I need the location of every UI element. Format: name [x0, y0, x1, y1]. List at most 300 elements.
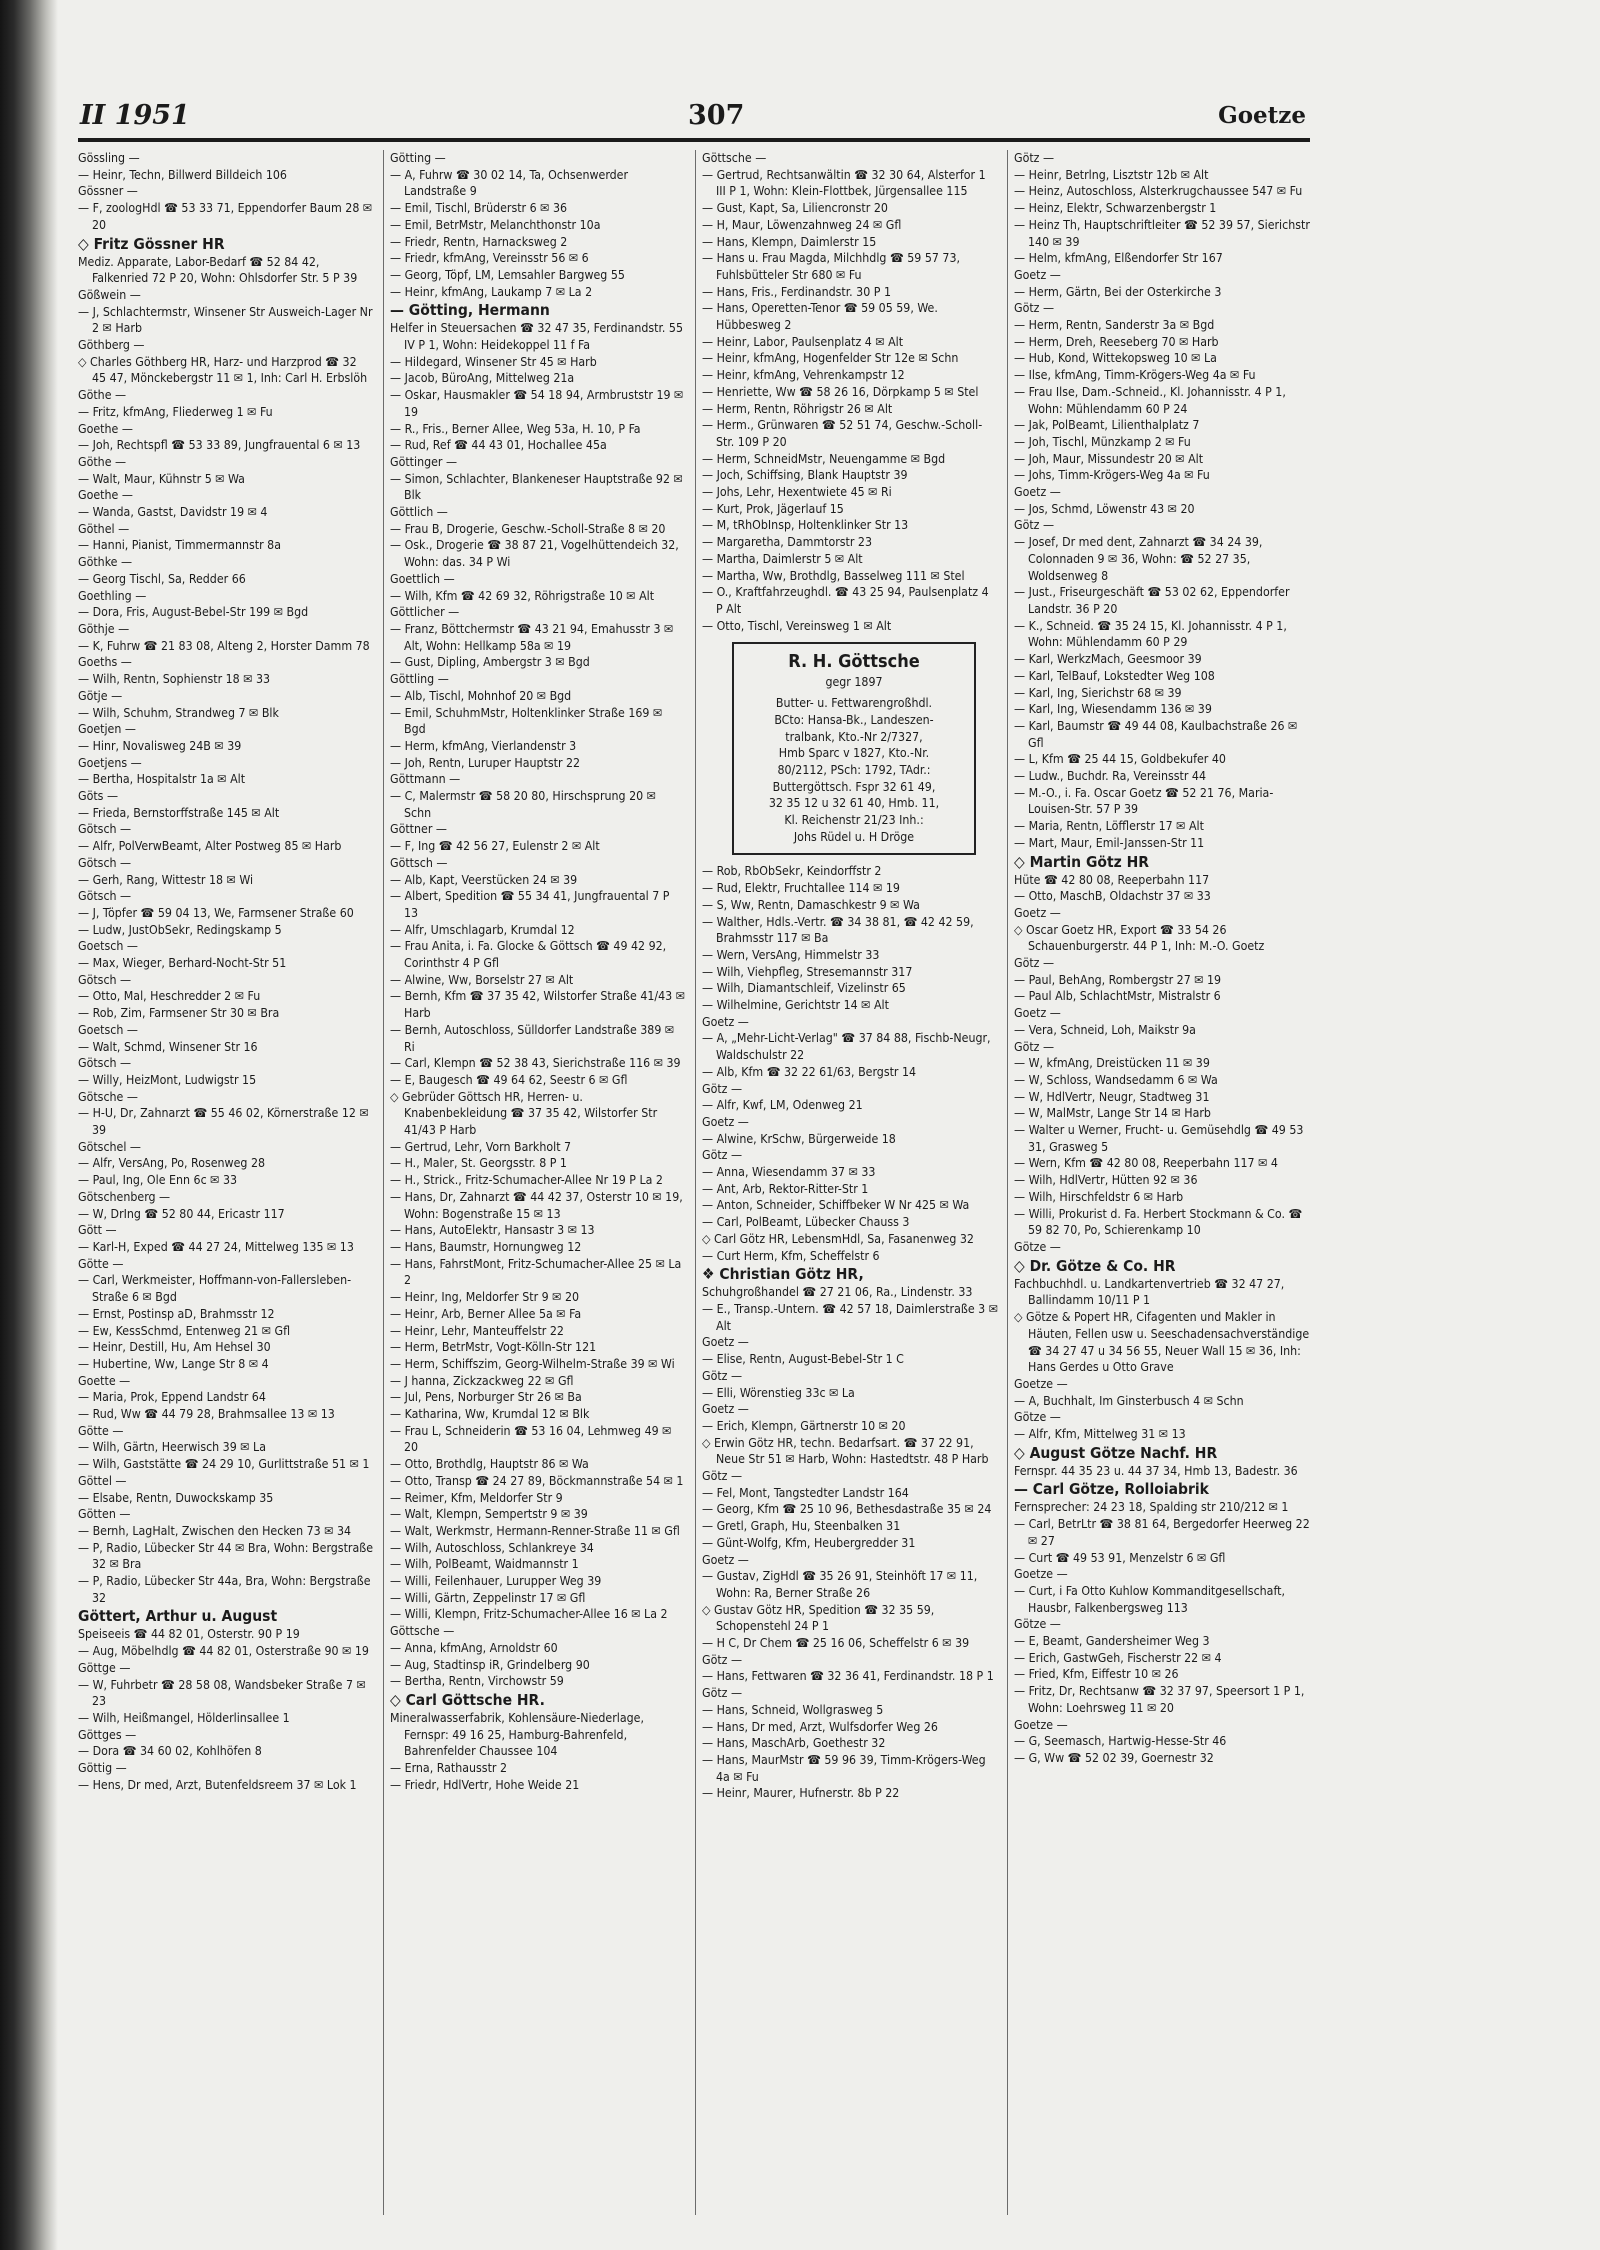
directory-entry: — Wilh, Gärtn, Heerwisch 39 ✉ La — [78, 1440, 266, 1455]
directory-entry: — Heinr, Betrlng, Lisztstr 12b ✉ Alt — [1014, 167, 1209, 182]
directory-entry: Fernsprecher: 24 23 18, Spalding str 210/212 ✉ 1 — [1014, 1500, 1289, 1515]
directory-entry: — Rud, Ww ☎ 44 79 28, Brahmsallee 13 ✉ 13 — [78, 1407, 335, 1422]
surname-heading: Götsch — — [78, 972, 132, 987]
surname-heading: Goetz — — [1014, 905, 1061, 920]
directory-entry: — R., Fris., Berner Allee, Weg 53a, H. 10, P Fa — [390, 421, 641, 436]
directory-entry: — Wilhelmine, Gerichtstr 14 ✉ Alt — [702, 998, 889, 1013]
directory-entry: — Gust, Kapt, Sa, Liliencronstr 20 — [702, 201, 888, 216]
directory-entry: — Dora, Fris, August-Bebel-Str 199 ✉ Bgd — [78, 605, 309, 620]
directory-entry: — Heinr, Arb, Berner Allee 5a ✉ Fa — [390, 1306, 582, 1321]
directory-entry: — K., Schneid. ☎ 35 24 15, Kl. Johannisstr. 4 P 1, Wohn: Mühlendamm 60 P 29 — [1014, 618, 1287, 650]
directory-entry: — Wanda, Gastst, Davidstr 19 ✉ 4 — [78, 505, 268, 520]
directory-entry: — W, DrIng ☎ 52 80 44, Ericastr 117 — [78, 1206, 285, 1221]
surname-heading: Göttinger — — [390, 454, 458, 469]
directory-entry: — Hans, AutoElektr, Hansastr 3 ✉ 13 — [390, 1223, 595, 1238]
directory-entry: — Aug, Stadtinsp iR, Grindelberg 90 — [390, 1657, 590, 1672]
directory-entry: — H, Maur, Löwenzahnweg 24 ✉ Gfl — [702, 217, 902, 232]
surname-heading: Götze — — [1014, 1240, 1061, 1254]
surname-heading: Göthke — — [78, 555, 133, 570]
running-head: Goetze — [1218, 102, 1306, 129]
directory-entry: — Jacob, BüroAng, Mittelweg 21a — [390, 371, 575, 386]
surname-heading: Götz — — [702, 1148, 743, 1163]
directory-entry: — Walt, Schmd, Winsener Str 16 — [78, 1039, 258, 1054]
directory-entry: — Wern, VersAng, Himmelstr 33 — [702, 947, 880, 962]
directory-entry: — Willi, Klempn, Fritz-Schumacher-Allee 16 ✉ La 2 — [390, 1607, 668, 1622]
directory-entry: — Helm, kfmAng, Elßendorfer Str 167 — [1014, 251, 1223, 266]
surname-heading: Götz — — [1014, 301, 1055, 316]
surname-heading: Göttner — — [390, 822, 447, 837]
directory-entry: — Paul, BehAng, Rombergstr 27 ✉ 19 — [1014, 972, 1222, 987]
directory-entry: ◇ Erwin Götz HR, techn. Bedarfsart. ☎ 37 22 91, Neue Str 51 ✉ Harb, Wohn: Hastedtstr. 48 P Harb — [702, 1435, 989, 1467]
surname-heading: Goetsch — — [78, 1022, 138, 1037]
directory-entry: — Anton, Schneider, Schiffbeker W Nr 425 ✉ Wa — [702, 1198, 970, 1213]
surname-heading: Goetjen — — [78, 722, 136, 737]
surname-heading: Goetz — — [702, 1402, 749, 1417]
directory-entry: — Georg Tischl, Sa, Redder 66 — [78, 571, 246, 586]
directory-entry: — Willi, Gärtn, Zeppelinstr 17 ✉ Gfl — [390, 1590, 586, 1605]
directory-entry: — Jul, Pens, Norburger Str 26 ✉ Ba — [390, 1390, 582, 1405]
surname-heading: Goetze — — [1014, 1567, 1068, 1582]
directory-entry: — Hubertine, Ww, Lange Str 8 ✉ 4 — [78, 1356, 269, 1371]
directory-entry: — Friedr, HdlVertr, Hohe Weide 21 — [390, 1777, 580, 1792]
directory-entry: — Hans, Klempn, Daimlerstr 15 — [702, 234, 877, 249]
directory-entry: Fachbuchhdl. u. Landkartenvertrieb ☎ 32 47 27, Ballindamm 10/11 P 1 — [1014, 1276, 1285, 1308]
directory-entry: — Wilh, Kfm ☎ 42 69 32, Röhrigstraße 10 ✉ Alt — [390, 588, 655, 603]
column-divider — [383, 150, 384, 2215]
directory-entry: — E., Transp.-Untern. ☎ 42 57 18, Daimlerstraße 3 ✉ Alt — [702, 1302, 998, 1333]
surname-heading: Götten — — [78, 1507, 131, 1522]
directory-entry: — Emil, BetrMstr, Melanchthonstr 10a — [390, 217, 601, 232]
column-2 — [390, 150, 686, 2215]
directory-entry: — Hans, Fris., Ferdinandstr. 30 P 1 — [702, 284, 891, 299]
directory-entry: — Wilh, Autoschloss, Schlankreye 34 — [390, 1540, 594, 1555]
directory-entry: — Vera, Schneid, Loh, Maikstr 9a — [1014, 1022, 1196, 1037]
directory-entry: — Jak, PolBeamt, Lilienthalplatz 7 — [1014, 418, 1200, 433]
directory-entry: — Gertrud, Lehr, Vorn Barkholt 7 — [390, 1139, 572, 1154]
surname-heading: Götsche — — [78, 1089, 138, 1104]
directory-entry: — Erich, Klempn, Gärtnerstr 10 ✉ 20 — [702, 1418, 906, 1433]
directory-entry: Mineralwasserfabrik, Kohlensäure-Niederlage, Fernspr: 49 16 25, Hamburg-Bahrenfeld, Bahrenfelder Chaussee 104 — [390, 1710, 644, 1759]
directory-entry: — Heinr, Maurer, Hufnerstr. 8b P 22 — [702, 1786, 900, 1801]
surname-heading: Götting — — [390, 151, 446, 165]
directory-entry: — Margaretha, Dammtorstr 23 — [702, 535, 873, 550]
surname-heading: Goetz — — [1014, 485, 1061, 500]
directory-entry: — Heinr, kfmAng, Hogenfelder Str 12e ✉ Schn — [702, 351, 959, 366]
directory-entry: — Hans, Schneid, Wollgrasweg 5 — [702, 1702, 884, 1717]
surname-heading: Göttling — — [390, 672, 449, 687]
directory-entry: — A, Buchhalt, Im Ginsterbusch 4 ✉ Schn — [1014, 1393, 1244, 1408]
directory-entry: — Alwine, KrSchw, Bürgerweide 18 — [702, 1131, 896, 1146]
directory-entry: — Carl, PolBeamt, Lübecker Chauss 3 — [702, 1215, 910, 1230]
directory-entry: — E, Baugesch ☎ 49 64 62, Seestr 6 ✉ Gfl — [390, 1072, 628, 1087]
directory-entry: — Hens, Dr med, Arzt, Butenfeldsreem 37 ✉ Lok 1 — [78, 1777, 357, 1792]
directory-entry: — Hans, Fettwaren ☎ 32 36 41, Ferdinandstr. 18 P 1 — [702, 1669, 994, 1684]
directory-entry: — Carl, BetrLtr ☎ 38 81 64, Bergedorfer Heerweg 22 ✉ 27 — [1014, 1517, 1310, 1548]
directory-entry: — Otto, Mal, Heschredder 2 ✉ Fu — [78, 989, 261, 1004]
directory-entry: — Carl, Klempn ☎ 52 38 43, Sierichstraße 116 ✉ 39 — [390, 1056, 681, 1071]
surname-heading: Goetze — — [1014, 1717, 1068, 1732]
directory-entry: — Bernh, LagHalt, Zwischen den Hecken 73 ✉ 34 — [78, 1523, 352, 1538]
directory-entry: — Carl Götze, Rolloiabrik — [1014, 1480, 1209, 1499]
directory-entry: — Ew, KessSchmd, Entenweg 21 ✉ Gfl — [78, 1323, 291, 1338]
surname-heading: Götze — — [1014, 1410, 1061, 1425]
directory-entry: — Karl, Ing, Sierichstr 68 ✉ 39 — [1014, 685, 1182, 700]
directory-entry: — Herm, BetrMstr, Vogt-Kölln-Str 121 — [390, 1340, 597, 1355]
directory-entry: — Rud, Ref ☎ 44 43 01, Hochallee 45a — [390, 438, 607, 453]
directory-entry: — Hans, Dr, Zahnarzt ☎ 44 42 37, Osterstr 10 ✉ 19, Wohn: Bogenstraße 15 ✉ 13 — [390, 1189, 683, 1221]
header-rule — [78, 138, 1310, 142]
directory-entry: — Joch, Schiffsing, Blank Hauptstr 39 — [702, 468, 908, 483]
directory-entry: — Max, Wieger, Berhard-Nocht-Str 51 — [78, 956, 287, 971]
directory-entry: — Frieda, Bernstorffstraße 145 ✉ Alt — [78, 805, 280, 820]
directory-entry: ◇ Carl Götz HR, LebensmHdl, Sa, Fasanenweg 32 — [702, 1231, 974, 1246]
directory-entry: — Heinz, Autoschloss, Alsterkrugchaussee 547 ✉ Fu — [1014, 184, 1303, 199]
directory-entry: — H., Maler, St. Georgsstr. 8 P 1 — [390, 1156, 567, 1171]
surname-heading: Göttsche — — [702, 151, 767, 165]
directory-entry: — Hub, Kond, Wittekopsweg 10 ✉ La — [1014, 351, 1217, 366]
directory-entry: — Karl, Baumstr ☎ 49 44 08, Kaulbachstraße 26 ✉ Gfl — [1014, 718, 1298, 750]
directory-entry: — Friedr, Rentn, Harnacksweg 2 — [390, 234, 568, 249]
directory-entry: Schuhgroßhandel ☎ 27 21 06, Ra., Lindenstr. 33 — [702, 1285, 973, 1300]
directory-entry: — Maria, Prok, Eppend Landstr 64 — [78, 1390, 266, 1405]
directory-entry: — Gerh, Rang, Wittestr 18 ✉ Wi — [78, 872, 254, 887]
directory-entry: Mediz. Apparate, Labor-Bedarf ☎ 52 84 42, Falkenried 72 P 20, Wohn: Ohlsdorfer Str. 5 P 39 — [78, 254, 358, 286]
surname-heading: Götz — — [1014, 956, 1055, 971]
surname-heading: Goetze — — [1014, 1376, 1068, 1391]
surname-heading: Göthe — — [78, 454, 127, 469]
directory-entry: — Walt, Maur, Kühnstr 5 ✉ Wa — [78, 471, 245, 486]
surname-heading: Göts — — [78, 789, 119, 804]
directory-entry: — W, Fuhrbetr ☎ 28 58 08, Wandsbeker Straße 7 ✉ 23 — [78, 1677, 366, 1709]
directory-entry: — Oskar, Hausmakler ☎ 54 18 94, Armbruststr 19 ✉ 19 — [390, 388, 684, 419]
directory-entry: — Ilse, kfmAng, Timm-Krögers-Weg 4a ✉ Fu — [1014, 368, 1256, 383]
directory-entry: — Alb, Kapt, Veerstücken 24 ✉ 39 — [390, 872, 578, 887]
directory-entry: — Joh, Tischl, Münzkamp 2 ✉ Fu — [1014, 434, 1191, 449]
directory-entry: — Georg, Kfm ☎ 25 10 96, Bethesdastraße 35 ✉ 24 — [702, 1502, 992, 1517]
surname-heading: Goette — — [78, 1373, 131, 1388]
surname-heading: Goethling — — [78, 588, 147, 603]
directory-entry: — Gertrud, Rechtsanwältin ☎ 32 30 64, Alsterfor 1 III P 1, Wohn: Klein-Flottbek, Jürgensallee 115 — [702, 167, 986, 199]
surname-heading: Goetz — — [702, 1114, 749, 1129]
directory-entry: — Erich, GastwGeh, Fischerstr 22 ✉ 4 — [1014, 1650, 1222, 1665]
surname-heading: Goetz — — [702, 1552, 749, 1567]
directory-entry: — Henriette, Ww ☎ 58 26 16, Dörpkamp 5 ✉ Stel — [702, 384, 979, 399]
directory-entry: — Hanni, Pianist, Timmermannstr 8a — [78, 538, 281, 553]
ad-line: tralbank, Kto.-Nr 2/7327, — [785, 729, 923, 744]
directory-entry: — W, kfmAng, Dreistücken 11 ✉ 39 — [1014, 1056, 1210, 1071]
surname-heading: Göttlich — — [390, 505, 448, 520]
directory-entry: — J, Töpfer ☎ 59 04 13, We, Farmsener Straße 60 — [78, 905, 354, 920]
directory-entry: — Bernh, Kfm ☎ 37 35 42, Wilstorfer Straße 41/43 ✉ Harb — [390, 989, 685, 1021]
directory-entry: — Bernh, Autoschloss, Sülldorfer Landstraße 389 ✉ Ri — [390, 1022, 675, 1054]
directory-entry: — Heinr, Ing, Meldorfer Str 9 ✉ 20 — [390, 1290, 580, 1305]
directory-entry: — Alwine, Ww, Borselstr 27 ✉ Alt — [390, 972, 574, 987]
directory-entry: — Rob, RbObSekr, Keindorffstr 2 — [702, 864, 882, 879]
directory-entry: — F, zoologHdl ☎ 53 33 71, Eppendorfer Baum 28 ✉ 20 — [78, 201, 373, 232]
directory-entry: — Emil, Tischl, Brüderstr 6 ✉ 36 — [390, 201, 568, 216]
directory-entry: — Aug, Möbelhdlg ☎ 44 82 01, Osterstraße 90 ✉ 19 — [78, 1644, 369, 1659]
directory-entry: — Hans, MaurMstr ☎ 59 96 39, Timm-Krögers-Weg 4a ✉ Fu — [702, 1752, 986, 1784]
directory-entry: — Wilh, Heißmangel, Hölderlinsallee 1 — [78, 1710, 290, 1725]
directory-entry: — Wilh, PolBeamt, Waidmannstr 1 — [390, 1557, 579, 1572]
directory-page — [78, 100, 1310, 2215]
column-divider — [1007, 150, 1008, 2215]
directory-entry: — Willi, Feilenhauer, Lurupper Weg 39 — [390, 1574, 602, 1589]
surname-heading: Goettlich — — [390, 571, 455, 586]
directory-entry: — K, Fuhrw ☎ 21 83 08, Alteng 2, Horster Damm 78 — [78, 638, 370, 653]
page-header — [78, 100, 1310, 140]
directory-entry: — Karl, Ing, Wiesendamm 136 ✉ 39 — [1014, 702, 1212, 717]
directory-entry: — Heinr, Labor, Paulsenplatz 4 ✉ Alt — [702, 334, 904, 349]
directory-entry: — Fritz, kfmAng, Fliederweg 1 ✉ Fu — [78, 404, 273, 419]
directory-entry: Speiseeis ☎ 44 82 01, Osterstr. 90 P 19 — [78, 1627, 300, 1642]
directory-entry: — Alfr, Kwf, LM, Odenweg 21 — [702, 1098, 863, 1113]
surname-heading: Götschel — — [78, 1139, 141, 1154]
directory-entry: — Herm, Rentn, Röhrigstr 26 ✉ Alt — [702, 401, 893, 416]
directory-entry: — Hans u. Frau Magda, Milchhdlg ☎ 59 57 73, Fuhlsbütteler Str 680 ✉ Fu — [702, 251, 961, 282]
ad-line: Butter- u. Fettwarengroßhdl. — [775, 696, 933, 711]
directory-entry: — Alfr, VersAng, Po, Rosenweg 28 — [78, 1156, 266, 1171]
directory-entry: ◇ Gustav Götz HR, Spedition ☎ 32 35 59, Schopenstehl 24 P 1 — [702, 1602, 935, 1634]
page-number: 307 — [688, 100, 745, 131]
directory-entry: — Herm, Gärtn, Bei der Osterkirche 3 — [1014, 284, 1222, 299]
surname-heading: Götsch — — [78, 1056, 132, 1071]
directory-entry: ◇ Fritz Gössner HR — [78, 234, 225, 253]
directory-entry: — Herm, Dreh, Reeseberg 70 ✉ Harb — [1014, 334, 1219, 349]
directory-entry: — Curt ☎ 49 53 91, Menzelstr 6 ✉ Gfl — [1014, 1550, 1226, 1565]
directory-entry: — Hinr, Novalisweg 24B ✉ 39 — [78, 738, 242, 753]
directory-entry: — Franz, Böttchermstr ☎ 43 21 94, Emahusstr 3 ✉ Alt, Wohn: Hellkamp 58a ✉ 19 — [390, 621, 674, 653]
surname-heading: Götsch — — [78, 889, 132, 904]
directory-entry: — Hans, Dr med, Arzt, Wulfsdorfer Weg 26 — [702, 1719, 938, 1734]
directory-entry: ◇ Gebrüder Göttsch HR, Herren- u. Knabenbekleidung ☎ 37 35 42, Wilstorfer Str 41/43 P Harb — [390, 1089, 658, 1138]
directory-entry: — Heinr, Destill, Hu, Am Hehsel 30 — [78, 1340, 271, 1355]
directory-entry: — Curt, i Fa Otto Kuhlow Kommanditgesellschaft, Hausbr, Falkenbergsweg 113 — [1014, 1583, 1285, 1615]
directory-entry: — Walther, Hdls.-Vertr. ☎ 34 38 81, ☎ 42 42 59, Brahmsstr 117 ✉ Ba — [702, 914, 974, 946]
surname-heading: Goetz — — [702, 1335, 749, 1350]
column-4 — [1014, 150, 1310, 2215]
directory-entry: — Heinr, Lehr, Manteuffelstr 22 — [390, 1323, 564, 1338]
directory-entry: — Martha, Ww, Brothdlg, Basselweg 111 ✉ Stel — [702, 568, 965, 583]
directory-entry: — Ludw, JustObSekr, Redingskamp 5 — [78, 922, 282, 937]
directory-entry: — W, HdlVertr, Neugr, Stadtweg 31 — [1014, 1089, 1210, 1104]
directory-entry: — Joh, Maur, Missundestr 20 ✉ Alt — [1014, 451, 1204, 466]
directory-entry: — Herm, Rentn, Sanderstr 3a ✉ Bgd — [1014, 318, 1215, 333]
surname-heading: Göttge — — [78, 1660, 131, 1675]
entry-columns — [78, 150, 1310, 2215]
directory-entry: — Frau Ilse, Dam.-Schneid., Kl. Johannisstr. 4 P 1, Wohn: Mühlendamm 60 P 24 — [1014, 384, 1286, 416]
directory-entry: Helfer in Steuersachen ☎ 32 47 35, Ferdinandstr. 55 IV P 1, Wohn: Heidekoppel 11 f Fa — [390, 321, 684, 353]
directory-entry: — Elli, Wörenstieg 33c ✉ La — [702, 1385, 855, 1400]
directory-entry: — Fel, Mont, Tangstedter Landstr 164 — [702, 1485, 909, 1500]
directory-entry: — Paul, Ing, Ole Enn 6c ✉ 33 — [78, 1173, 238, 1188]
directory-entry: — Gustav, ZigHdl ☎ 35 26 91, Steinhöft 17 ✉ 11, Wohn: Ra, Berner Straße 26 — [702, 1569, 978, 1600]
surname-heading: Goetjens — — [78, 755, 142, 770]
surname-heading: Götsch — — [78, 855, 132, 870]
directory-entry: — Frau Anita, i. Fa. Glocke & Göttsch ☎ 49 42 92, Corinthstr 4 P Gfl — [390, 939, 667, 971]
directory-entry: — Katharina, Ww, Krumdal 12 ✉ Blk — [390, 1407, 590, 1422]
surname-heading: Gößwein — — [78, 287, 141, 302]
directory-entry: — Heinr, kfmAng, Laukamp 7 ✉ La 2 — [390, 284, 593, 299]
directory-entry: — Kurt, Prok, Jägerlauf 15 — [702, 501, 844, 516]
directory-entry: — Gretl, Graph, Hu, Steenbalken 31 — [702, 1519, 901, 1534]
directory-entry: — Johs, Lehr, Hexentwiete 45 ✉ Ri — [702, 485, 892, 500]
directory-entry: — Fried, Kfm, Eiffestr 10 ✉ 26 — [1014, 1667, 1179, 1682]
directory-entry: — Wilh, Gaststätte ☎ 24 29 10, Gurlittstraße 51 ✉ 1 — [78, 1457, 370, 1472]
directory-entry: — Reimer, Kfm, Meldorfer Str 9 — [390, 1490, 563, 1505]
ad-line: Kl. Reichenstr 21/23 Inh.: — [784, 813, 924, 828]
directory-entry: — Hans, Operetten-Tenor ☎ 59 05 59, We. Hübbesweg 2 — [702, 301, 938, 333]
directory-entry: — Josef, Dr med dent, Zahnarzt ☎ 34 24 39, Colonnaden 9 ✉ 36, Wohn: ☎ 52 27 35, Woldsenweg 8 — [1014, 535, 1263, 583]
directory-entry: — Hans, Baumstr, Hornungweg 12 — [390, 1240, 582, 1254]
directory-entry: — Wilh, Hirschfeldstr 6 ✉ Harb — [1014, 1189, 1184, 1204]
directory-entry: — Hildegard, Winsener Str 45 ✉ Harb — [390, 354, 597, 369]
directory-entry: ◇ Carl Göttsche HR. — [390, 1690, 545, 1709]
directory-entry: ◇ Dr. Götze & Co. HR — [1014, 1256, 1176, 1275]
directory-entry: — Martha, Daimlerstr 5 ✉ Alt — [702, 551, 863, 566]
directory-entry: — Alfr, Umschlagarb, Krumdal 12 — [390, 922, 575, 937]
surname-heading: Goetz — — [702, 1014, 749, 1029]
surname-heading: Gössling — — [78, 151, 140, 165]
directory-entry: — Simon, Schlachter, Blankeneser Hauptstraße 92 ✉ Blk — [390, 471, 683, 503]
surname-heading: Göthje — — [78, 621, 130, 636]
directory-entry: — P, Radio, Lübecker Str 44a, Bra, Wohn: Bergstraße 32 — [78, 1574, 371, 1605]
surname-heading: Göttsche — — [390, 1624, 455, 1639]
directory-entry: — Anna, kfmAng, Arnoldstr 60 — [390, 1640, 558, 1655]
directory-entry: — Günt-Wolfg, Kfm, Heubergredder 31 — [702, 1535, 916, 1550]
surname-heading: Göthberg — — [78, 338, 145, 353]
directory-entry: — Just., Friseurgeschäft ☎ 53 02 62, Eppendorfer Landstr. 36 P 20 — [1014, 585, 1290, 616]
ad-line: 80/2112, PSch: 1792, TAdr.: — [777, 762, 931, 777]
directory-entry: — Maria, Rentn, Löfflerstr 17 ✉ Alt — [1014, 819, 1204, 834]
directory-entry: — Alb, Tischl, Mohnhof 20 ✉ Bgd — [390, 688, 572, 703]
directory-entry: — Joh, Rentn, Luruper Hauptstr 22 — [390, 755, 581, 770]
directory-entry: — Bertha, Hospitalstr 1a ✉ Alt — [78, 772, 246, 787]
surname-heading: Goeths — — [78, 655, 132, 670]
directory-entry: — Herm, kfmAng, Vierlandenstr 3 — [390, 738, 577, 753]
surname-heading: Gössner — — [78, 184, 138, 199]
surname-heading: Götz — — [702, 1686, 743, 1701]
directory-entry: — Ernst, Postinsp aD, Brahmsstr 12 — [78, 1306, 275, 1321]
surname-heading: Götz — — [702, 1368, 743, 1383]
directory-entry: — Götting, Hermann — [390, 301, 550, 320]
column-1 — [78, 150, 374, 2215]
directory-entry: — Heinz, Elektr, Schwarzenbergstr 1 — [1014, 201, 1217, 216]
directory-entry: — H C, Dr Chem ☎ 25 16 06, Scheffelstr 6 ✉ 39 — [702, 1636, 970, 1651]
directory-entry: — G, Seemasch, Hartwig-Hesse-Str 46 — [1014, 1734, 1227, 1749]
directory-entry: — Jos, Schmd, Löwenstr 43 ✉ 20 — [1014, 501, 1195, 516]
directory-entry: — Johs, Timm-Krögers-Weg 4a ✉ Fu — [1014, 468, 1210, 483]
surname-heading: Goetz — — [1014, 267, 1061, 282]
surname-heading: Götje — — [78, 688, 123, 703]
surname-heading: Goethe — — [78, 421, 133, 436]
directory-entry: — Alfr, PolVerwBeamt, Alter Postweg 85 ✉ Harb — [78, 839, 342, 854]
directory-entry: — A, Fuhrw ☎ 30 02 14, Ta, Ochsenwerder Landstraße 9 — [390, 167, 629, 199]
surname-heading: Göthel — — [78, 521, 130, 536]
surname-heading: Göttlicher — — [390, 605, 460, 620]
directory-entry: — P, Radio, Lübecker Str 44 ✉ Bra, Wohn: Bergstraße 32 ✉ Bra — [78, 1540, 374, 1572]
directory-entry: — C, Malermstr ☎ 58 20 80, Hirschsprung 20 ✉ Schn — [390, 789, 656, 820]
directory-entry: — Heinr, Techn, Billwerd Billdeich 106 — [78, 167, 287, 182]
directory-entry: — Alb, Kfm ☎ 32 22 61/63, Bergstr 14 — [702, 1064, 917, 1079]
directory-entry: — Anna, Wiesendamm 37 ✉ 33 — [702, 1165, 876, 1180]
directory-entry: — F, Ing ☎ 42 56 27, Eulenstr 2 ✉ Alt — [390, 839, 600, 854]
directory-entry: — J, Schlachtermstr, Winsener Str Ausweich-Lager Nr 2 ✉ Harb — [78, 304, 373, 336]
directory-entry: — Wilh, Diamantschleif, Vizelinstr 65 — [702, 981, 906, 996]
advertisement-box — [732, 642, 976, 855]
directory-entry: — Rob, Zim, Farmsener Str 30 ✉ Bra — [78, 1006, 280, 1021]
directory-entry: — Hans, FahrstMont, Fritz-Schumacher-Allee 25 ✉ La 2 — [390, 1256, 682, 1288]
directory-entry: — Wilh, Rentn, Sophienstr 18 ✉ 33 — [78, 672, 271, 687]
directory-entry: — Wern, Kfm ☎ 42 80 08, Reeperbahn 117 ✉ 4 — [1014, 1156, 1278, 1171]
surname-heading: Götsch — — [78, 822, 132, 837]
directory-entry: — Frau B, Drogerie, Geschw.-Scholl-Straße 8 ✉ 20 — [390, 521, 666, 536]
directory-entry: — Hans, MaschArb, Goethestr 32 — [702, 1736, 886, 1751]
surname-heading: Göttges — — [78, 1727, 137, 1742]
surname-heading: Götz — — [702, 1652, 743, 1667]
directory-entry: — Curt Herm, Kfm, Scheffelstr 6 — [702, 1248, 880, 1263]
directory-entry: ◇ Charles Göthberg HR, Harz- und Harzprod ☎ 32 45 47, Mönckebergstr 11 ✉ 1, Inh: Carl H. Erbslöh — [78, 354, 368, 386]
surname-heading: Götz — — [1014, 518, 1055, 533]
surname-heading: Göthe — — [78, 388, 127, 403]
directory-entry: Göttert, Arthur u. August — [78, 1607, 278, 1626]
directory-entry: — Gust, Dipling, Ambergstr 3 ✉ Bgd — [390, 655, 590, 670]
directory-entry: — Fritz, Dr, Rechtsanw ☎ 32 37 97, Speersort 1 P 1, Wohn: Loehrsweg 11 ✉ 20 — [1014, 1684, 1305, 1715]
directory-entry: — Herm, Schiffszim, Georg-Wilhelm-Straße 39 ✉ Wi — [390, 1356, 675, 1371]
directory-entry: — Karl, WerkzMach, Geesmoor 39 — [1014, 652, 1202, 667]
directory-entry: — S, Ww, Rentn, Damaschkestr 9 ✉ Wa — [702, 897, 920, 912]
directory-entry: — Walt, Klempn, Sempertstr 9 ✉ 39 — [390, 1507, 588, 1522]
directory-entry: — Karl-H, Exped ☎ 44 27 24, Mittelweg 135 ✉ 13 — [78, 1240, 354, 1254]
directory-entry: — Paul Alb, SchlachtMstr, Mistralstr 6 — [1014, 989, 1221, 1004]
column-divider — [695, 150, 696, 2215]
directory-entry: Hüte ☎ 42 80 08, Reeperbahn 117 — [1014, 872, 1210, 887]
directory-entry: — Otto, MaschB, Oldachstr 37 ✉ 33 — [1014, 889, 1211, 904]
directory-entry: ◇ August Götze Nachf. HR — [1014, 1443, 1218, 1462]
directory-entry: — O., Kraftfahrzeughdl. ☎ 43 25 94, Paulsenplatz 4 P Alt — [702, 585, 989, 616]
directory-entry: — G, Ww ☎ 52 02 39, Goernestr 32 — [1014, 1750, 1214, 1765]
directory-entry: — Wilh, Schuhm, Strandweg 7 ✉ Blk — [78, 705, 279, 720]
directory-entry: — E, Beamt, Gandersheimer Weg 3 — [1014, 1634, 1210, 1649]
directory-entry: — Osk., Drogerie ☎ 38 87 21, Vogelhüttendeich 32, Wohn: das. 34 P Wi — [390, 538, 679, 570]
directory-entry: — Heinr, kfmAng, Vehrenkampstr 12 — [702, 368, 905, 383]
directory-entry: — Herm., Grünwaren ☎ 52 51 74, Geschw.-Scholl-Str. 109 P 20 — [702, 418, 983, 449]
directory-entry: — Walter u Werner, Frucht- u. Gemüsehdlg ☎ 49 53 31, Grasweg 5 — [1014, 1123, 1304, 1154]
directory-entry: — Friedr, kfmAng, Vereinsstr 56 ✉ 6 — [390, 251, 589, 266]
directory-entry: — Herm, SchneidMstr, Neuengamme ✉ Bgd — [702, 451, 946, 466]
directory-entry: — Otto, Transp ☎ 24 27 89, Böckmannstraße 54 ✉ 1 — [390, 1473, 684, 1488]
directory-entry: — M, tRhObInsp, Holtenklinker Str 13 — [702, 518, 909, 533]
directory-entry: — A, „Mehr-Licht-Verlag" ☎ 37 84 88, Fischb-Neugr, Waldschulstr 22 — [702, 1031, 991, 1063]
directory-entry: — H-U, Dr, Zahnarzt ☎ 55 46 02, Körnerstraße 12 ✉ 39 — [78, 1106, 369, 1138]
directory-entry: — Erna, Rathausstr 2 — [390, 1761, 508, 1776]
directory-entry: — Carl, Werkmeister, Hoffmann-von-Fallersleben-Straße 6 ✉ Bgd — [78, 1273, 352, 1305]
directory-entry: ◇ Martin Götz HR — [1014, 852, 1150, 871]
surname-heading: Göttig — — [78, 1761, 127, 1776]
volume-year: II 1951 — [80, 100, 190, 131]
surname-heading: Goetsch — — [78, 939, 138, 954]
directory-entry: — Wilh, HdlVertr, Hütten 92 ✉ 36 — [1014, 1173, 1198, 1188]
directory-entry: — Willy, HeizMont, Ludwigstr 15 — [78, 1072, 257, 1087]
surname-heading: Goethe — — [78, 488, 133, 503]
directory-entry: — Elise, Rentn, August-Bebel-Str 1 C — [702, 1352, 904, 1367]
ad-line: 32 35 12 u 32 61 40, Hmb. 11, — [768, 796, 940, 811]
directory-entry: — Alfr, Kfm, Mittelweg 31 ✉ 13 — [1014, 1427, 1186, 1442]
directory-entry: — Rud, Elektr, Fruchtallee 114 ✉ 19 — [702, 881, 900, 896]
surname-heading: Götz — — [1014, 151, 1055, 165]
surname-heading: Götz — — [702, 1081, 743, 1096]
surname-heading: Gött — — [78, 1223, 117, 1238]
